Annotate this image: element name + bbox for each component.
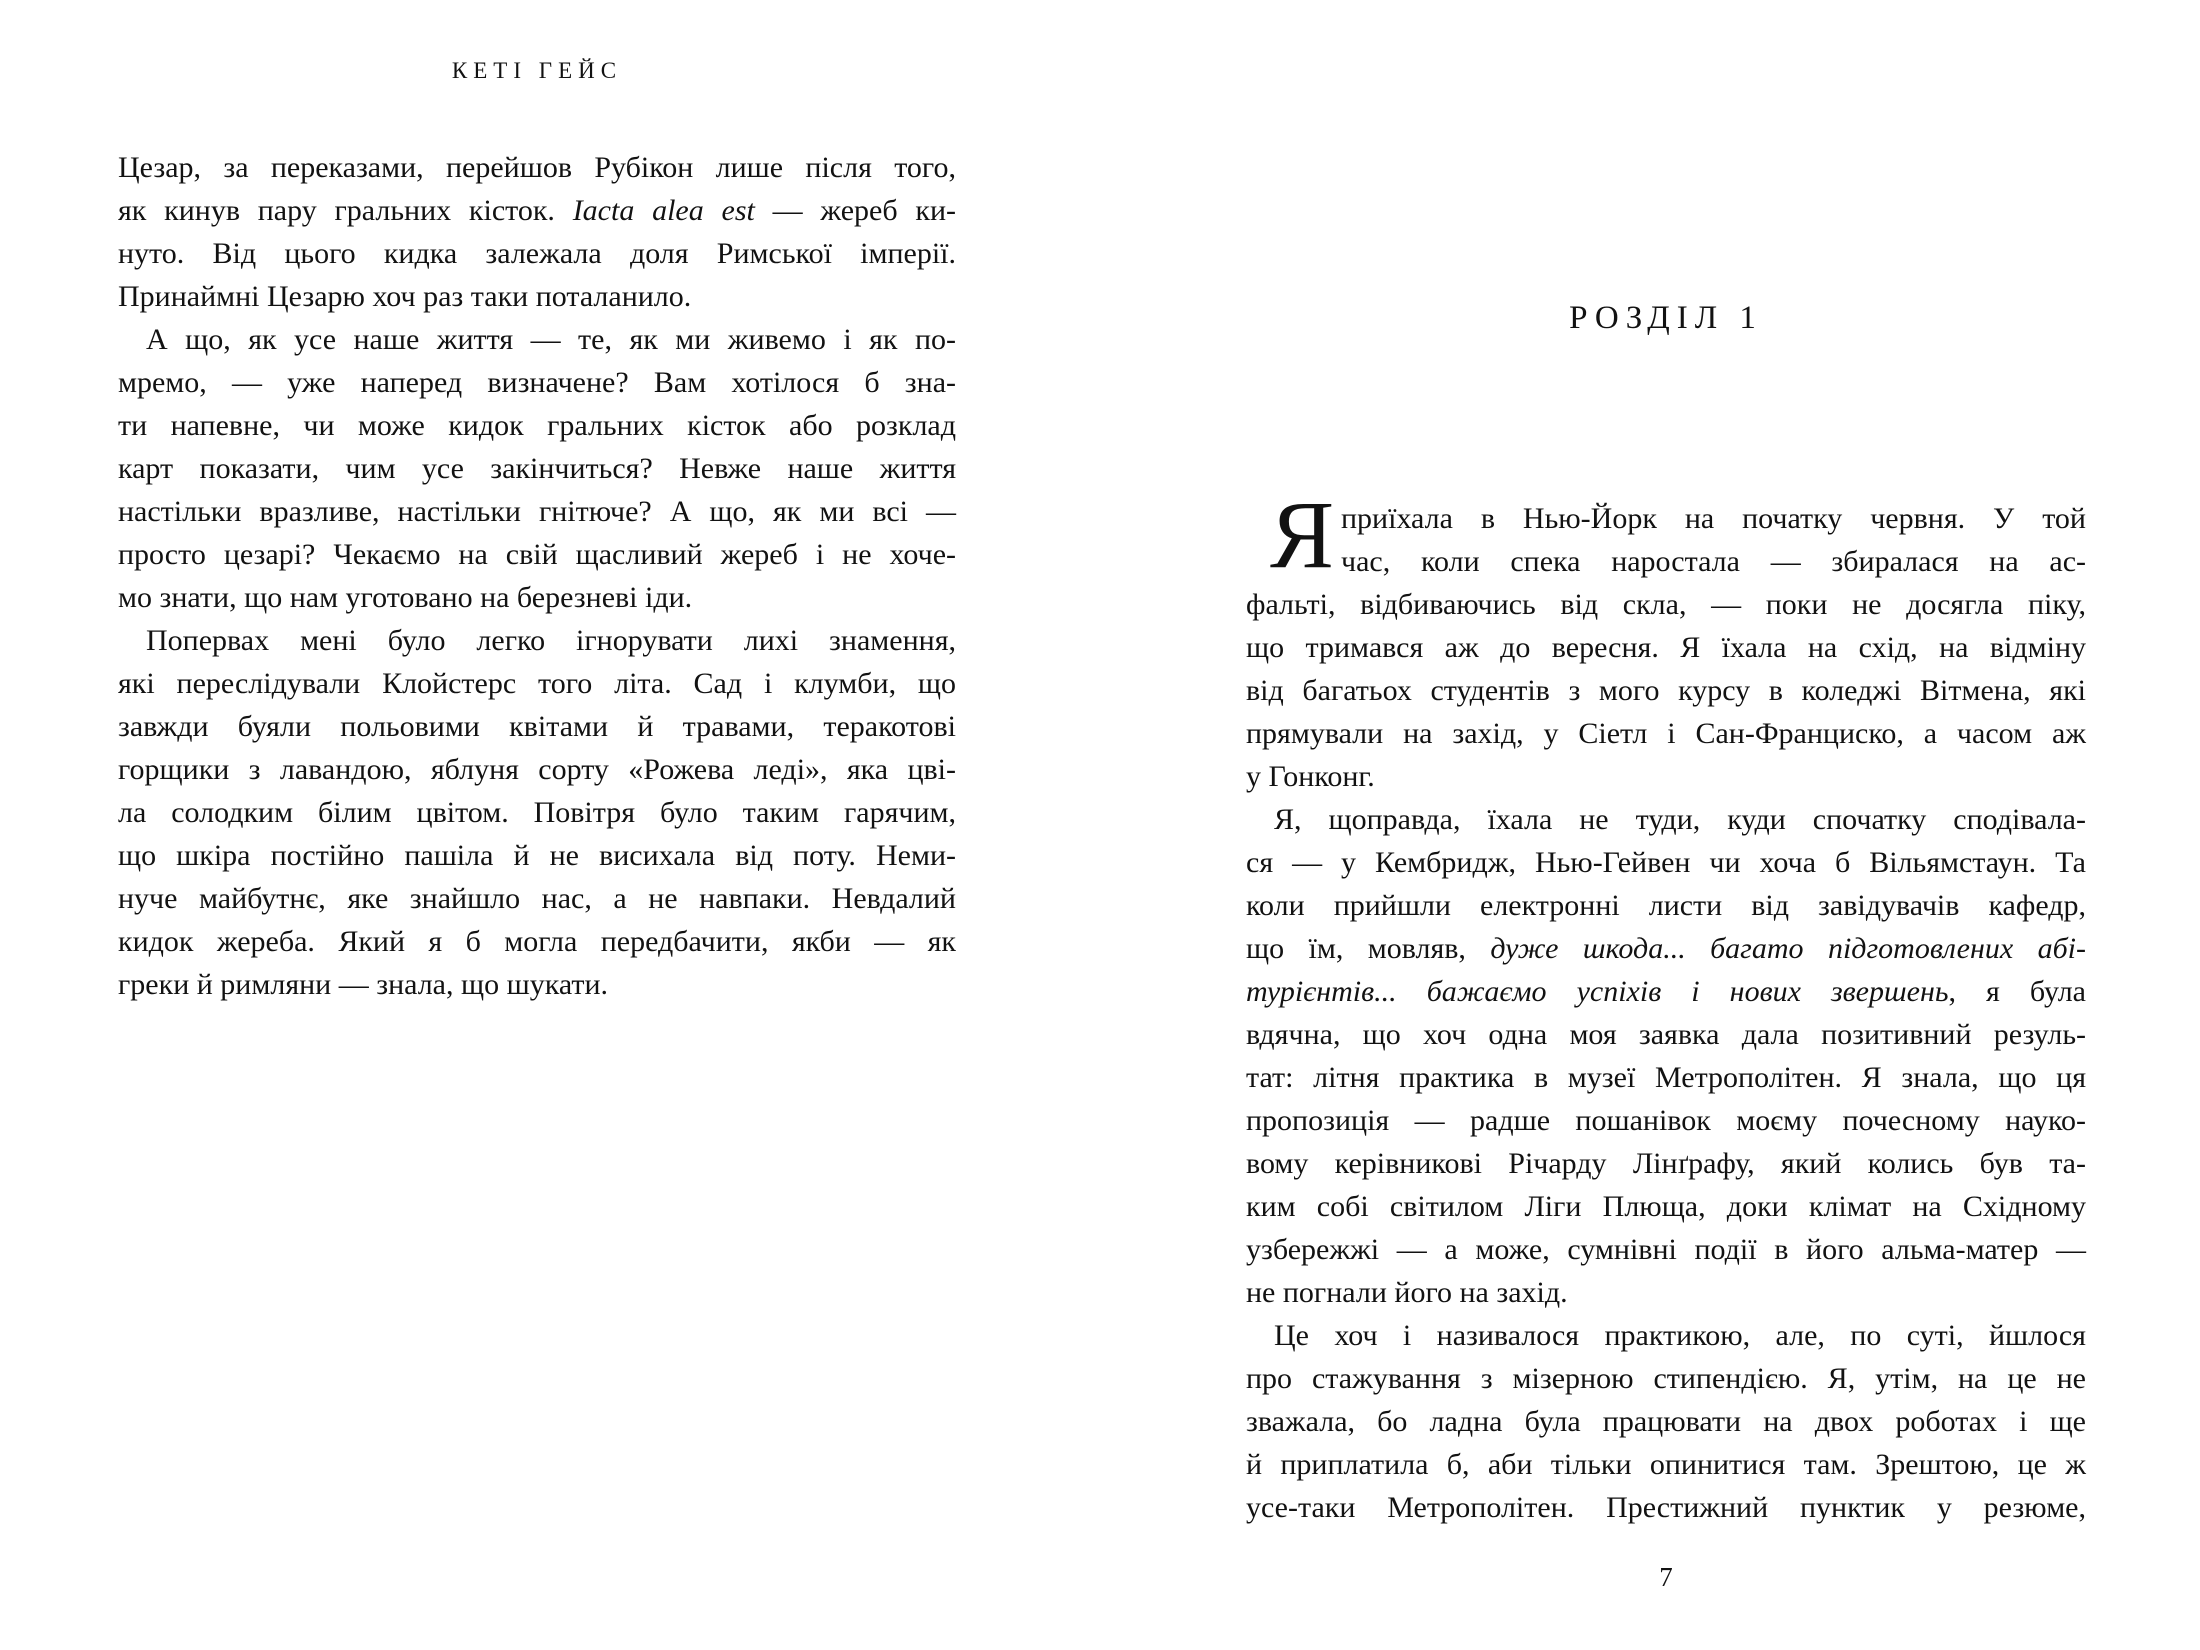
text-line <box>1341 540 2086 583</box>
text-line <box>1246 712 2086 755</box>
text-segment: коли прийшли електронні листи від завідувачів кафедр, <box>1246 889 2086 922</box>
text-segment: пропозиція — радше пошанівок моєму почесному науко- <box>1246 1104 2086 1137</box>
text-line <box>118 232 956 275</box>
text-line <box>1246 1099 2086 1142</box>
text-line <box>1246 1013 2086 1056</box>
text-line <box>1246 1443 2086 1486</box>
text-line <box>1246 1228 2086 1271</box>
text-line <box>1246 1056 2086 1099</box>
text-segment: прямували на захід, у Сіетл і Сан-Франциско, а часом аж <box>1246 717 2086 750</box>
text-line <box>118 404 956 447</box>
text-segment: карт показати, чим усе закінчиться? Невже наше життя <box>118 452 956 485</box>
text-segment: вдячна, що хоч одна моя заявка дала позитивний резуль- <box>1246 1018 2086 1051</box>
text-line <box>118 275 956 318</box>
text-line <box>1246 884 2086 927</box>
paragraph <box>1246 497 2086 798</box>
text-segment: завжди буяли польовими квітами й травами, теракотові <box>118 710 956 743</box>
text-segment: вому керівникові Річарду Лінґрафу, який колись був та- <box>1246 1147 2086 1180</box>
italic-text-segment: дуже шкода... багато підготовлених абі- <box>1490 932 2087 965</box>
text-segment: тат: літня практика в музеї Метрополітен. Я знала, що ця <box>1246 1061 2086 1094</box>
text-line <box>118 963 956 1006</box>
text-line <box>118 576 956 619</box>
text-line <box>118 834 956 877</box>
text-line <box>118 662 956 705</box>
text-segment: ким собі світилом Ліги Плюща, доки клімат на Східному <box>1246 1190 2086 1223</box>
text-segment: нуто. Від цього кидка залежала доля Римської імперії. <box>118 237 956 270</box>
text-segment: Це хоч і називалося практикою, але, по суті, йшлося <box>1274 1319 2086 1352</box>
text-line <box>1246 1271 2086 1314</box>
text-line <box>1246 626 2086 669</box>
text-segment: мремо, — уже наперед визначене? Вам хотілося б зна- <box>118 366 956 399</box>
text-line <box>118 619 956 662</box>
chapter-heading: РОЗДІЛ 1 <box>1569 300 1763 336</box>
text-line <box>1246 1314 2086 1357</box>
text-segment: — жереб ки- <box>754 194 956 227</box>
text-segment: ся — у Кембридж, Нью-Гейвен чи хоча б Вільямстаун. Та <box>1246 846 2086 879</box>
left-page-body <box>118 146 956 1006</box>
text-line <box>1246 755 2086 798</box>
text-segment: , я була <box>1948 975 2086 1008</box>
paragraph <box>118 318 956 619</box>
text-line <box>118 361 956 404</box>
text-segment: просто цезарі? Чекаємо на свій щасливий жереб і не хоче- <box>118 538 956 571</box>
text-line <box>1246 1486 2086 1529</box>
text-segment: настільки вразливе, настільки гнітюче? А що, як ми всі — <box>118 495 956 528</box>
text-segment: як кинув пару гральних кісток. <box>118 194 573 227</box>
paragraph <box>118 619 956 1006</box>
text-line <box>118 533 956 576</box>
text-line <box>118 189 956 232</box>
text-line <box>118 318 956 361</box>
text-segment: не погнали його на захід. <box>1246 1276 1568 1309</box>
text-segment: час, коли спека наростала — збиралася на ас- <box>1341 545 2086 578</box>
text-line <box>1341 497 2086 540</box>
text-line <box>1246 1400 2086 1443</box>
text-segment: що їм, мовляв, <box>1246 932 1491 965</box>
text-line <box>118 877 956 920</box>
paragraph <box>1246 798 2086 1314</box>
text-segment: Попервах мені було легко ігнорувати лихі знамення, <box>146 624 956 657</box>
text-segment: приїхала в Нью-Йорк на початку червня. У той <box>1341 502 2086 535</box>
text-segment: горщики з лавандою, яблуня сорту «Рожева леді», яка цві- <box>118 753 956 786</box>
running-header: КЕТІ ГЕЙС <box>451 58 623 83</box>
text-line <box>1246 970 2086 1013</box>
page-number: 7 <box>1659 1562 1673 1592</box>
italic-text-segment: турієнтів... бажаємо успіхів і нових звершень <box>1246 975 1949 1008</box>
text-line <box>118 791 956 834</box>
text-segment: що шкіра постійно пашіла й не висихала від поту. Неми- <box>118 839 956 872</box>
text-segment: А що, як усе наше життя — те, як ми живемо і як по- <box>146 323 956 356</box>
text-line <box>118 920 956 963</box>
text-segment: ти напевне, чи може кидок гральних кісток або розклад <box>118 409 956 442</box>
text-segment: й приплатила б, аби тільки опинитися там. Зрештою, це ж <box>1246 1448 2086 1481</box>
text-segment: у Гонконг. <box>1246 760 1375 793</box>
drop-cap: Я <box>1270 481 1335 588</box>
text-line <box>118 705 956 748</box>
text-line <box>1246 841 2086 884</box>
text-segment: кидок жереба. Який я б могла передбачити, якби — як <box>118 925 956 958</box>
text-segment: греки й римляни — знала, що шукати. <box>118 968 609 1001</box>
text-segment: Принаймні Цезарю хоч раз таки поталанило. <box>118 280 692 313</box>
text-segment: від багатьох студентів з мого курсу в коледжі Вітмена, які <box>1246 674 2086 707</box>
text-line <box>1246 1142 2086 1185</box>
text-segment: мо знати, що нам уготовано на березневі іди. <box>118 581 693 614</box>
text-segment: про стажування з мізерною стипендією. Я, утім, на це не <box>1246 1362 2086 1395</box>
text-segment: нуче майбутнє, яке знайшло нас, а не навпаки. Невдалий <box>118 882 956 915</box>
text-segment: усе-таки Метрополітен. Престижний пунктик у резюме, <box>1246 1491 2086 1524</box>
text-segment: ла солодким білим цвітом. Повітря було таким гарячим, <box>118 796 956 829</box>
text-line <box>118 447 956 490</box>
right-page-body <box>1246 481 2087 1529</box>
text-segment: Я, щоправда, їхала не туди, куди спочатку сподівала- <box>1274 803 2086 836</box>
text-segment: що тримався аж до вересня. Я їхала на схід, на відміну <box>1246 631 2086 664</box>
text-segment: узбережжі — а може, сумнівні події в його альма-матер — <box>1246 1233 2086 1266</box>
text-line <box>1246 583 2086 626</box>
text-segment: зважала, бо ладна була працювати на двох роботах і ще <box>1246 1405 2086 1438</box>
paragraph <box>118 146 956 318</box>
text-line <box>1246 1357 2086 1400</box>
text-segment: які переслідували Клойстерс того літа. Сад і клумби, що <box>118 667 956 700</box>
text-line <box>1246 669 2086 712</box>
text-line <box>1246 927 2086 970</box>
text-line <box>118 146 956 189</box>
text-line <box>1246 1185 2086 1228</box>
paragraph <box>1246 1314 2086 1529</box>
text-line <box>118 748 956 791</box>
italic-text-segment: Iacta alea est <box>572 194 755 227</box>
text-segment: фальті, відбиваючись від скла, — поки не досягла піку, <box>1246 588 2086 621</box>
text-line <box>118 490 956 533</box>
text-line <box>1246 798 2086 841</box>
text-segment: Цезар, за переказами, перейшов Рубікон лише після того, <box>118 151 956 184</box>
